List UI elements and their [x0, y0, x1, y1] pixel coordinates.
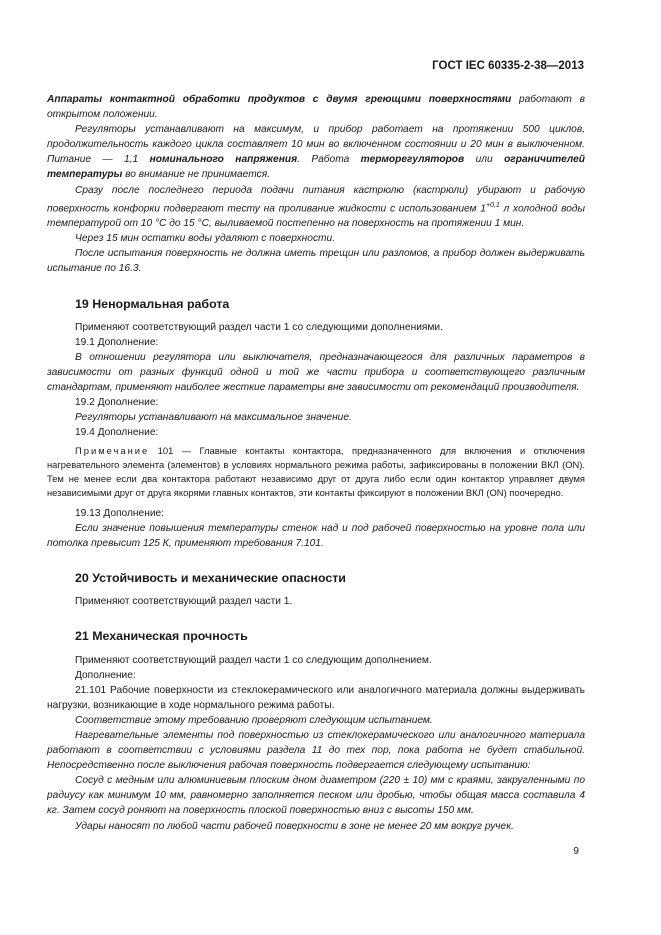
- document-body: [47, 92, 585, 834]
- intro-text: во внимание не принимается.: [122, 169, 270, 181]
- intro-text: или: [464, 154, 505, 166]
- section-20-title: 20 Устойчивость и механические опасности: [75, 571, 346, 586]
- intro-paragraph-5: После испытания поверхность не должна иметь трещин или разломов, а прибор должен выдерживать испытание по 16.3.: [47, 248, 585, 275]
- clause-21-101: 21.101 Рабочие поверхности из стеклокерамического или аналогичного материала должны выдерживать нагрузки, возникающие в ходе нормального режима работы.: [47, 684, 585, 711]
- clause-19-13: 19.13 Дополнение:: [75, 507, 165, 519]
- page-number: 9: [573, 846, 579, 857]
- intro-paragraph-1: [47, 92, 585, 122]
- intro-paragraph-4: Через 15 мин остатки воды удаляют с поверхности.: [75, 233, 336, 245]
- section-21-title: 21 Механическая прочность: [75, 629, 248, 644]
- clause-19-4: 19.4 Дополнение:: [75, 427, 159, 439]
- tolerance-superscript: +0,1: [485, 201, 500, 209]
- intro-text: Сразу после последнего периода подачи питания кастрюлю (кастрюли) убирают и рабочую поверхность конфорки подвергают тесту на проливание жидкости с использованием 1: [47, 184, 585, 215]
- s21-paragraph-2: Дополнение:: [75, 669, 136, 681]
- intro-paragraph-3: [47, 183, 585, 232]
- intro-text: Регуляторы устанавливают на максимум, и прибор работает на протяжении 500 циклов, продолжительность каждого цикла составляет 10 мин во включенном состоянии и 20 мин в выключенном. Питание — 1,1: [47, 124, 585, 166]
- s19-paragraph: Применяют соответствующий раздел части 1 со следующими дополнениями.: [75, 321, 443, 333]
- note-label: Примечание: [75, 445, 150, 457]
- clause-19-2: 19.2 Дополнение:: [75, 397, 159, 409]
- s21-paragraph-1: Применяют соответствующий раздел части 1 со следующим дополнением.: [75, 654, 432, 666]
- intro-text: работают в открытом положении.: [47, 94, 585, 121]
- note-101: [47, 444, 585, 500]
- s21-impacts: Удары наносят по любой части рабочей поверхности в зоне не менее 20 мм вокруг ручек.: [75, 820, 514, 832]
- intro-text: . Работа: [297, 154, 361, 166]
- s21-vessel-test: Сосуд с медным или алюминиевым плоским дном диаметром (220 ± 10) мм с краями, закругленными по радиусу как минимум 10 мм, равномерно заполняется песком или дробью, чтобы общая масса составила 4 кг. Затем сосуд роняют на поверхность плоской поверхностью вниз с высоты 150 мм.: [47, 775, 585, 817]
- clause-19-13-text: Если значение повышения температуры стенок над и под рабочей поверхностью на уровне пола или потолка превысит 125 К, применяют требования 7.101.: [47, 523, 585, 550]
- standard-header: ГОСТ IEC 60335-2-38—2013: [432, 60, 584, 72]
- intro-text: л холодной воды температурой от 10 °С до 15 °С, выливаемой постепенно на поверхность на протяжении 1 мин.: [47, 203, 585, 230]
- note-text: 101 — Главные контакты контактора, предназначенного для включения и отключения нагревательного элемента (элементов) в условиях нормального режима работы, зафиксированы в положении ВКЛ (ON). Тем не менее если два контактора работают независимо друг от друга либо если один контактор управляет двумя независимыми друг от друга якорями главных контактов, эти контакты фиксируют в положении ВКЛ (ON) поочередно.: [47, 445, 585, 499]
- s21-heating-elements: Нагревательные элементы под поверхностью из стеклокерамического или аналогичного материала работают в соответствии с условиями раздела 11 до тех пор, пока работа не будет стабильной. Непосредственно после выключения рабочая поверхность подвергается следующему испытанию:: [47, 730, 585, 772]
- term-temperature-limiters: ограничителей температуры: [47, 154, 585, 181]
- s20-paragraph: Применяют соответствующий раздел части 1.: [75, 596, 293, 608]
- s21-compliance: Соответствие этому требованию проверяют следующим испытанием.: [75, 714, 433, 726]
- term-rated-voltage: номинального напряжения: [149, 154, 298, 166]
- section-19-title: 19 Ненормальная работа: [75, 296, 230, 311]
- clause-19-2-text: Регуляторы устанавливают на максимальное значение.: [75, 412, 352, 424]
- term-thermostats: терморегуляторов: [360, 154, 465, 166]
- appliance-term: Аппараты контактной обработки продуктов с двумя греющими поверхностями: [47, 94, 512, 105]
- clause-19-1-text: В отношении регулятора или выключателя, предназначающегося для различных параметров в зависимости от разных функций одной и той же части прибора и соответствующего различным стандартам, применяют наиболее жесткие параметры вне зависимости от рекомендаций производителя.: [47, 351, 585, 393]
- intro-paragraph-2: [47, 122, 585, 182]
- clause-19-1: 19.1 Дополнение:: [75, 336, 159, 348]
